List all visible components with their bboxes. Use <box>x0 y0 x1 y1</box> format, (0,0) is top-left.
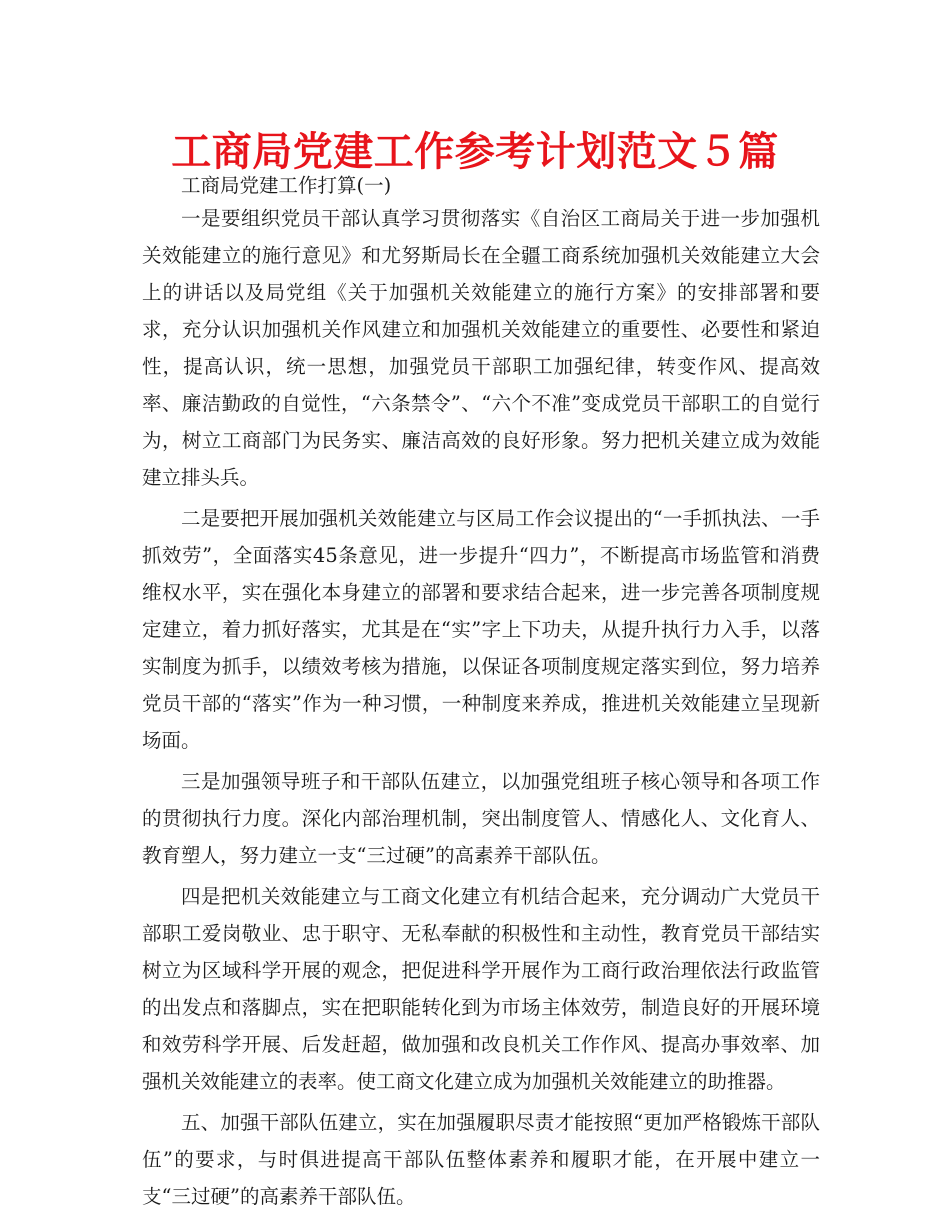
section-subheading: 工商局党建工作打算(一) <box>181 174 392 197</box>
document-title: 工商局党建工作参考计划范文５篇 <box>171 129 779 175</box>
document-body <box>142 172 820 1215</box>
paragraph-3: 三是加强领导班子和干部队伍建立，以加强党组班子核心领导和各项工作的贯彻执行力度。深化内部治理机制，突出制度管人、情感化人、文化育人、教育塑人，努力建立一支“三过硬”的高素养干部队伍。 <box>142 770 820 867</box>
paragraph-1: 一是要组织党员干部认真学习贯彻落实《自治区工商局关于进一步加强机关效能建立的施行意见》和尤努斯局长在全疆工商系统加强机关效能建立大会上的讲话以及局党组《关于加强机关效能建立的施行方案》的安排部署和要求，充分认识加强机关作风建立和加强机关效能建立的重要性、必要性和紧迫性，提高认识，统一思想，加强党员干部职工加强纪律，转变作风、提高效率、廉洁勤政的自觉性，“六条禁令”、“六个不准”变成党员干部职工的自觉行为，树立工商部门为民务实、廉洁高效的良好形象。努力把机关建立成为效能建立排头兵。 <box>142 207 820 489</box>
paragraph-5: 五、加强干部队伍建立，实在加强履职尽责才能按照“更加严格锻炼干部队伍”的要求，与时俱进提高干部队伍整体素养和履职才能，在开展中建立一支“三过硬”的高素养干部队伍。 <box>142 1111 820 1208</box>
paragraph-4: 四是把机关效能建立与工商文化建立有机结合起来，充分调动广大党员干部职工爱岗敬业、忠于职守、无私奉献的积极性和主动性，教育党员干部结实树立为区域科学开展的观念，把促进科学开展作为工商行政治理依法行政监管的出发点和落脚点，实在把职能转化到为市场主体效劳，制造良好的开展环境和效劳科学开展、后发赶超，做加强和改良机关工作作风、提高办事效率、加强机关效能建立的表率。使工商文化建立成为加强机关效能建立的助推器。 <box>142 885 820 1093</box>
paragraph-2: 二是要把开展加强机关效能建立与区局工作会议提出的“一手抓执法、一手抓效劳”，全面落实45条意见，进一步提升“四力”，不断提高市场监管和消费维权水平，实在强化本身建立的部署和要求结合起来，进一步完善各项制度规定建立，着力抓好落实，尤其是在“实”字上下功夫，从提升执行力入手，以落实制度为抓手，以绩效考核为措施，以保证各项制度规定落实到位，努力培养党员干部的“落实”作为一种习惯，一种制度来养成，推进机关效能建立呈现新场面。 <box>142 507 820 752</box>
